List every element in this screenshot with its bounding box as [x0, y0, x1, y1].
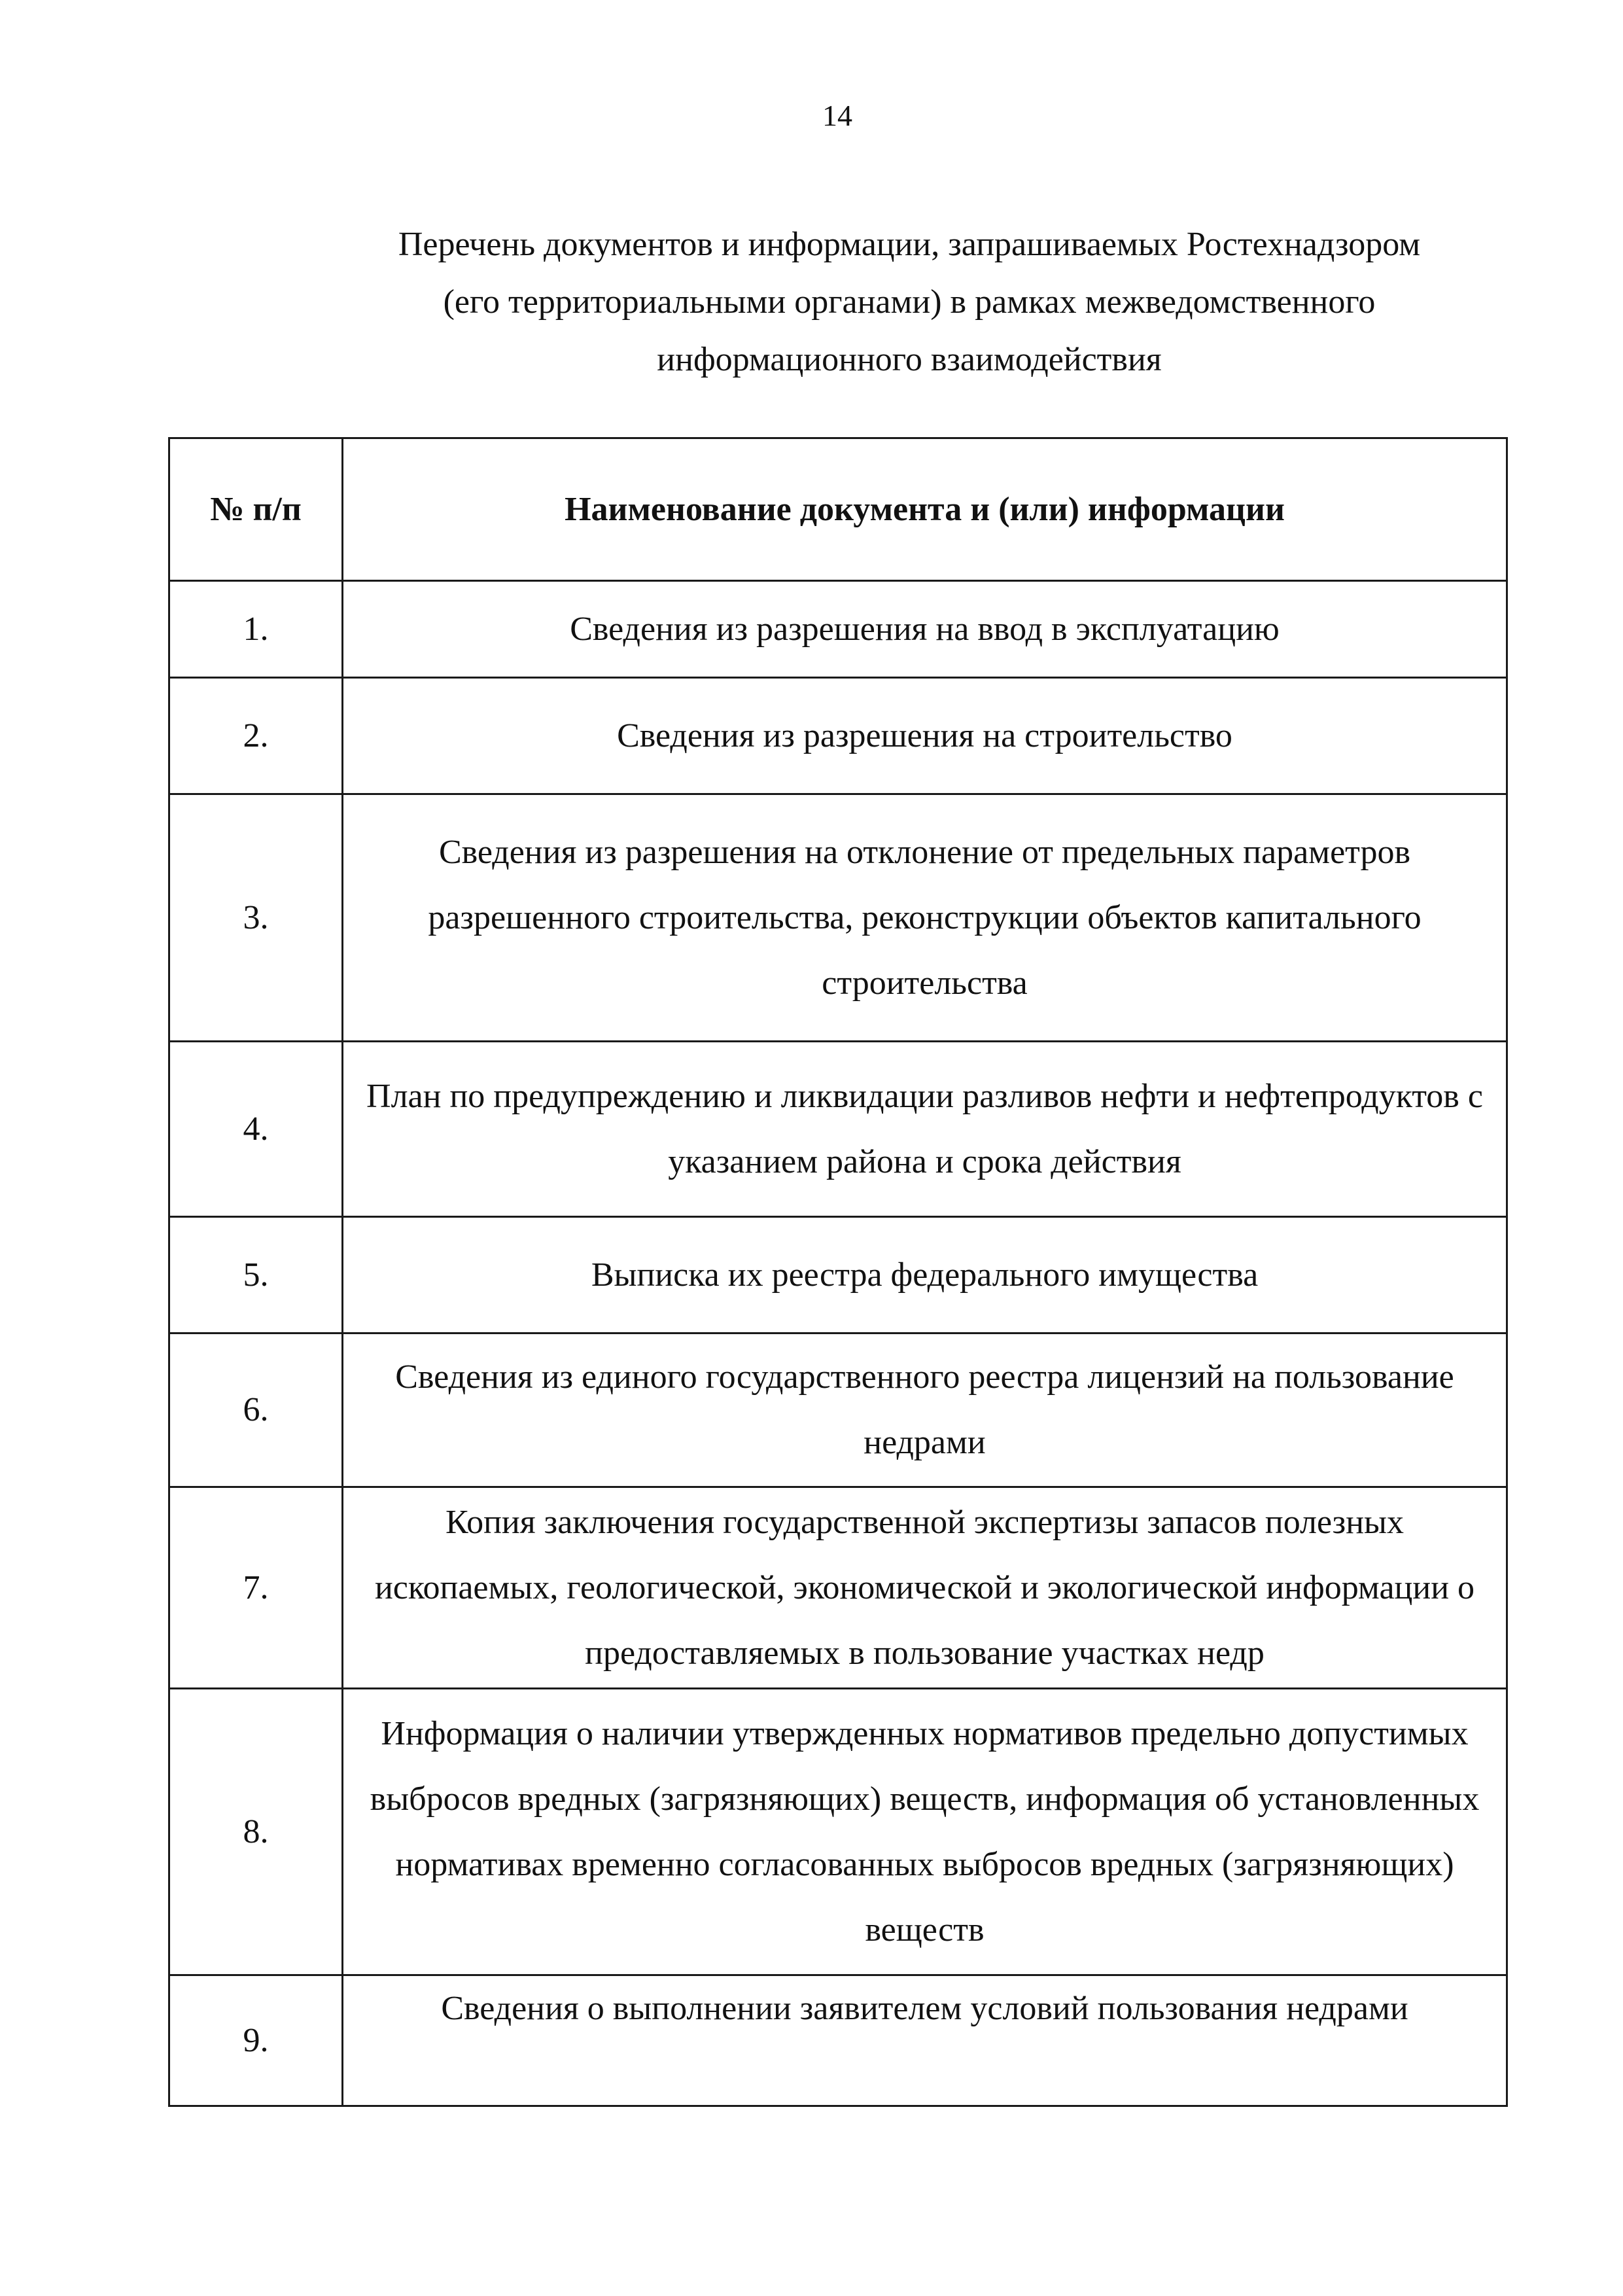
table-row [169, 678, 1507, 794]
table-header-row [169, 438, 1507, 581]
row-number: 5. [169, 1217, 343, 1333]
title-line-3: информационного взаимодействия [657, 341, 1162, 378]
row-name: План по предупреждению и ликвидации разливов нефти и нефтепродуктов с указанием района и срока действия [343, 1042, 1507, 1217]
row-name: Выписка их реестра федерального имущества [343, 1217, 1507, 1333]
row-number: 8. [169, 1689, 343, 1975]
header-name: Наименование документа и (или) информации [343, 438, 1507, 581]
row-name: Копия заключения государственной экспертизы запасов полезных ископаемых, геологической, экономической и экологической информации о предоставляемых в пользование участках недр [343, 1487, 1507, 1689]
table-row [169, 1042, 1507, 1217]
table-row [169, 1487, 1507, 1689]
title-line-2: (его территориальными органами) в рамках межведомственного [443, 283, 1376, 321]
row-number: 6. [169, 1333, 343, 1487]
row-name: Сведения из разрешения на ввод в эксплуатацию [343, 581, 1507, 678]
row-name: Сведения из единого государственного реестра лицензий на пользование недрами [343, 1333, 1507, 1487]
page-number: 14 [822, 99, 852, 132]
row-name: Сведения из разрешения на отклонение от предельных параметров разрешенного строительства, реконструкции объектов капитального строительства [343, 794, 1507, 1042]
header-number: № п/п [169, 438, 343, 581]
table-row [169, 1689, 1507, 1975]
table-row [169, 794, 1507, 1042]
documents-table [168, 437, 1508, 2107]
row-number: 2. [169, 678, 343, 794]
table-row [169, 1333, 1507, 1487]
table-row [169, 581, 1507, 678]
title-line-1: Перечень документов и информации, запрашиваемых Ростехнадзором [398, 226, 1421, 263]
row-name: Сведения о выполнении заявителем условий пользования недрами [343, 1975, 1507, 2106]
row-number: 3. [169, 794, 343, 1042]
row-number: 7. [169, 1487, 343, 1689]
table-row [169, 1217, 1507, 1333]
row-number: 4. [169, 1042, 343, 1217]
row-name: Информация о наличии утвержденных нормативов предельно допустимых выбросов вредных (загрязняющих) веществ, информация об установленных нормативах временно согласованных выбросов вредных (загрязняющих) веществ [343, 1689, 1507, 1975]
document-title [262, 216, 1557, 389]
row-number: 9. [169, 1975, 343, 2106]
row-number: 1. [169, 581, 343, 678]
table-row [169, 1975, 1507, 2106]
row-name: Сведения из разрешения на строительство [343, 678, 1507, 794]
